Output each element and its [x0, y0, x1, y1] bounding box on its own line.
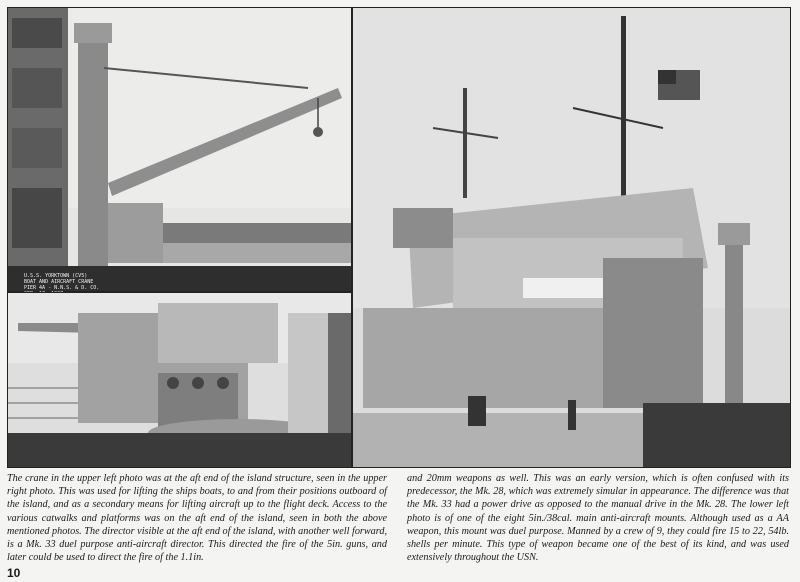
gun-mount-photo-image: [8, 293, 351, 467]
crane-photo-image: [8, 8, 351, 291]
photo-gun-mount: [7, 292, 352, 468]
photo-crane: [7, 7, 352, 292]
page-number: 10: [7, 566, 21, 580]
caption-left-column: The crane in the upper left photo was at the aft end of the island structure, seen in the upper right photo. This was used for lifting the ships boats, to and from their positions outboard of the island, and as a secondary means for lifting aircraft up to the flight deck. Access to the various catwalks and platforms was on the aft end of the island, seen in both the above mentioned photos. The director visible at the aft end of the island, with another well forward, is a Mk. 33 duel purpose anti-aircraft director. This directed the fire of the 5in. guns, and later could be used to direct the fire of the 1.1in.: [7, 473, 387, 564]
photo-island: [352, 7, 791, 468]
caption-right-column: and 20mm weapons as well. This was an early version, which is often confused with its predecessor, the Mk. 28, which was extremely simular in appearance. The difference was that the Mk. 33 had a power drive as opposed to the manual drive in the Mk. 28. The lower left photo is of one of the eight 5in./38cal. main anti-aircraft mounts. Although used as a AA weapon, this mount was duel purpose. Manned by a crew of 9, they could fire 15 to 22, 54lb. shells per minute. This type of weapon became one of the best of its kind, and was used extensively throughout the USN.: [407, 473, 789, 564]
island-photo-image: [353, 8, 790, 467]
photo-handwritten-caption: U.S.S. YORKTOWN (CV5) BOAT AND AIRCRAFT CRANE PIER 4A - N.N.S. & D. CO.: [24, 273, 100, 291]
